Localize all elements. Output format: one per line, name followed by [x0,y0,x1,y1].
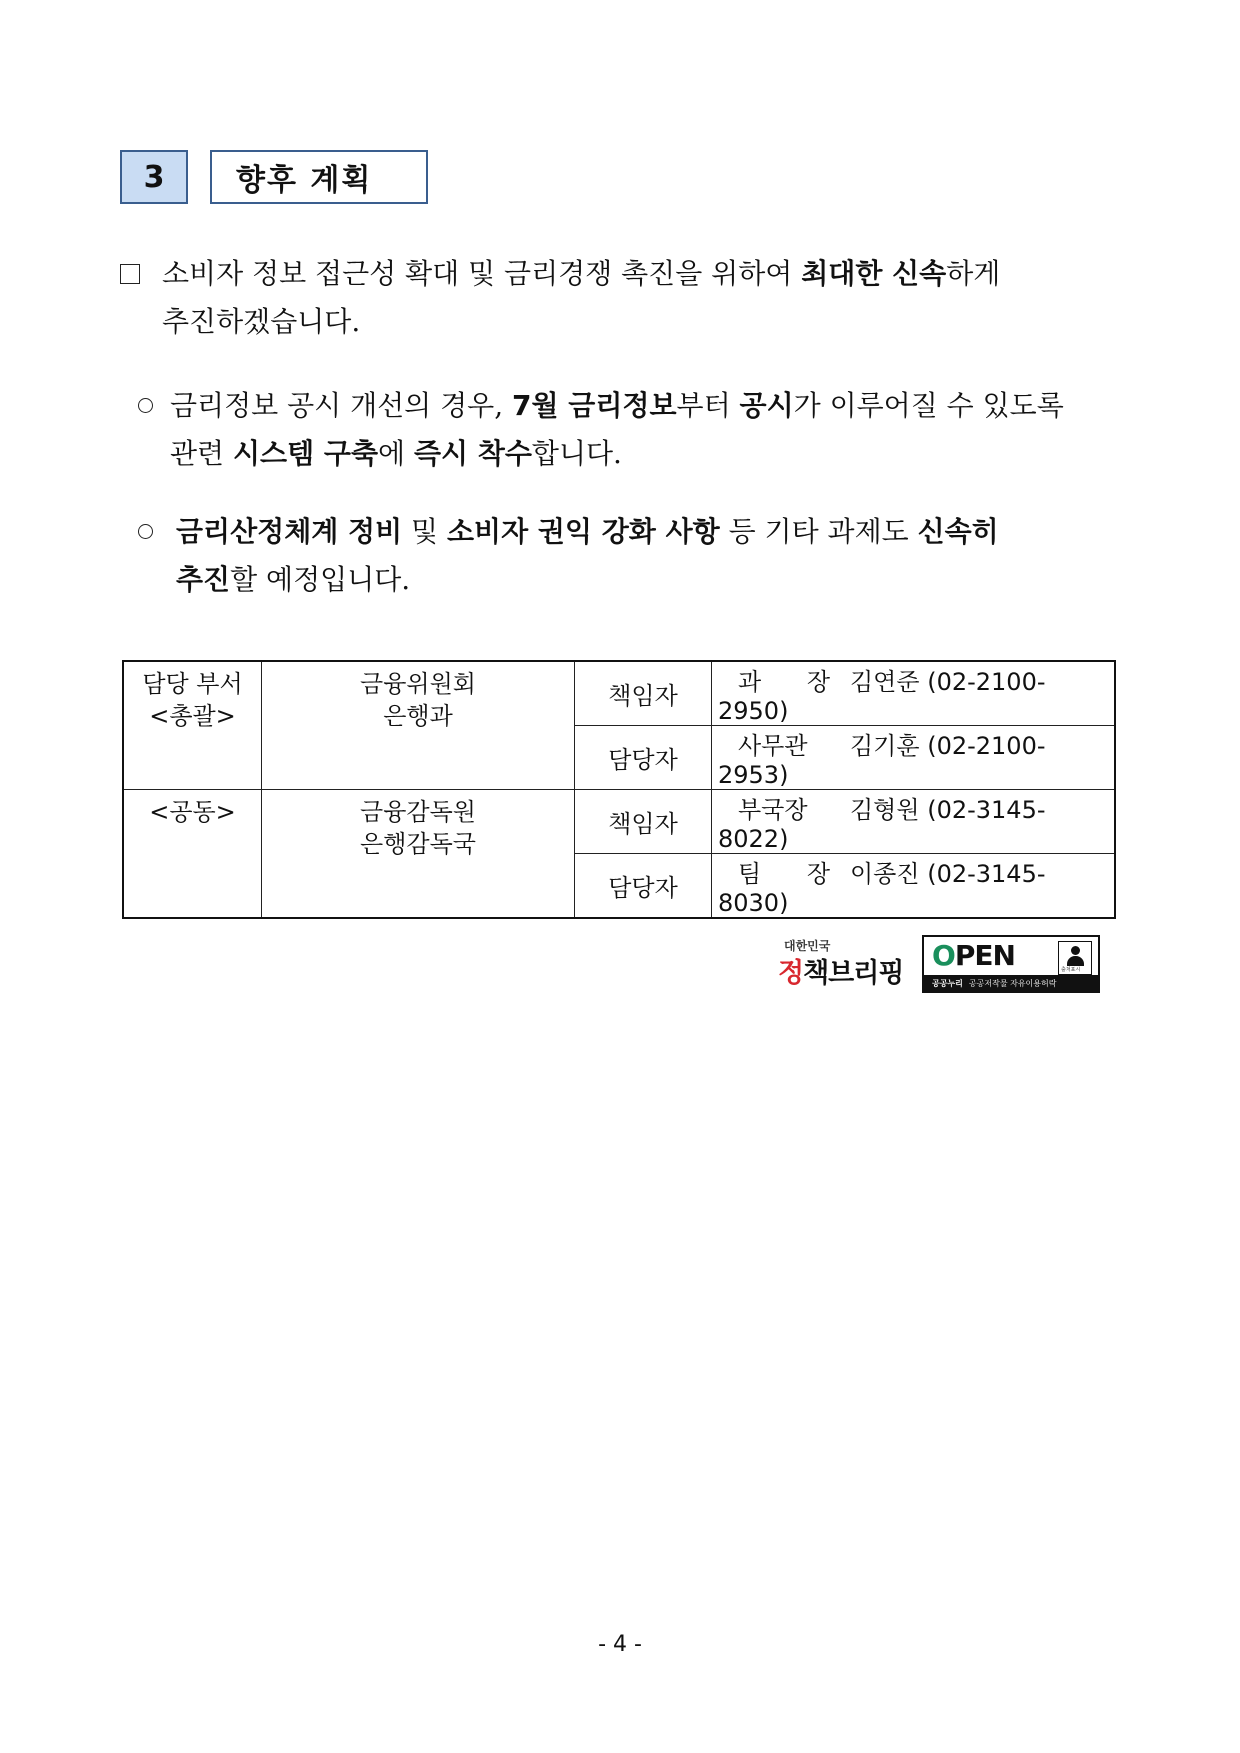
org-division: 은행감독국 [360,830,476,858]
bold-span: 소비자 권익 강화 사항 [447,515,720,548]
logo-small-text: 대한민국 [784,939,831,953]
role-cell: 책임자 [575,790,712,854]
dept-cell [123,661,262,790]
bold-span: 신속히 [917,515,999,548]
contacts-table [122,660,1116,919]
open-rest: PEN [954,939,1015,972]
sub-bullet-2-line-2 [176,556,999,604]
main-bullet-line-2: 추진하겠습니다. [162,305,361,338]
contact-phone: (02-3145-8022) [718,796,1046,853]
contact-name: 김형원 [850,796,920,824]
text-span: 에 [378,437,414,470]
text-span: 합니다. [531,437,622,470]
circle-bullet-icon [138,398,153,413]
org-division: 은행과 [383,702,453,730]
section-number: 3 [120,150,188,204]
text-span: 가 이루어질 수 있도록 [793,389,1064,422]
org-name: 금융감독원 [360,798,476,826]
person-body-shape [1067,956,1084,966]
dept-cell [123,790,262,919]
main-bullet-line-1 [162,250,1000,298]
circle-bullet-icon [138,524,153,539]
contact-phone: (02-3145-8030) [718,860,1046,917]
logos [778,935,1103,997]
org-cell [262,790,575,919]
dept-label: 담당 부서 [142,670,243,698]
text-span: 소비자 정보 접근성 확대 및 금리경쟁 촉진을 위하여 [162,257,802,290]
contact-phone: (02-2100-2953) [718,732,1046,789]
main-bullet-text [162,250,1000,346]
bold-span: 시스템 구축 [233,437,378,470]
dept-sub-label: <총괄> [149,702,236,730]
open-license-badge [922,935,1100,993]
logo-rest-text: 책브리핑 [803,958,904,989]
text-span: 관련 [170,437,233,470]
contact-cell [712,790,1116,854]
position: 부국장 [738,796,808,824]
logo-red-char: 정 [778,958,804,989]
open-o: O [932,939,955,972]
attribution-icon [1058,941,1092,975]
table-row [123,661,1115,726]
dept-label: <공동> [149,798,236,826]
position: 팀 장 [738,860,830,888]
license-text: 공공저작물 자유이용허락 [968,978,1057,988]
bold-span: 최대한 신속 [801,257,947,290]
contact-name: 김연준 [850,668,920,696]
license-name: 공공누리 [932,978,963,988]
contact-name: 김기훈 [850,732,920,760]
text-span: 부터 [676,389,740,422]
sub-bullet-1 [170,382,1064,478]
sub-bullet-2-line-1 [176,508,999,556]
page-number: - 4 - [598,1632,642,1657]
contact-cell [712,661,1116,726]
text-span: 하게 [946,257,1001,290]
text-span: 등 기타 과제도 [719,515,918,548]
org-cell [262,661,575,790]
bold-span: 7월 금리정보 [512,389,677,422]
open-word [932,939,1015,972]
bold-span: 즉시 착수 [413,437,532,470]
square-bullet-icon [120,264,140,284]
open-license-bar [924,975,1098,991]
contact-cell [712,854,1116,919]
position: 사무관 [738,732,808,760]
contact-cell [712,726,1116,790]
person-head-shape [1071,946,1080,955]
sub-bullet-1-line-2 [170,430,1064,478]
bold-span: 공시 [739,389,794,422]
policy-briefing-logo [778,937,910,995]
attribution-label: 출처표시 [1061,967,1081,973]
table-row [123,790,1115,854]
contact-phone: (02-2100-2950) [718,668,1046,725]
contact-name: 이종진 [850,860,920,888]
role-cell: 담당자 [575,726,712,790]
sub-bullet-2 [176,508,999,604]
org-name: 금융위원회 [360,670,476,698]
text-span: 및 [402,515,447,548]
position: 과 장 [738,668,830,696]
logo-big-text [778,951,903,990]
bold-span: 금리산정체계 정비 [176,515,403,548]
sub-bullet-1-line-1 [170,382,1064,430]
text-span: 금리정보 공시 개선의 경우, [170,389,513,422]
section-title: 향후 계획 [210,150,428,204]
bold-span: 추진 [176,563,231,596]
text-span: 할 예정입니다. [230,563,411,596]
role-cell: 담당자 [575,854,712,919]
role-cell: 책임자 [575,661,712,726]
